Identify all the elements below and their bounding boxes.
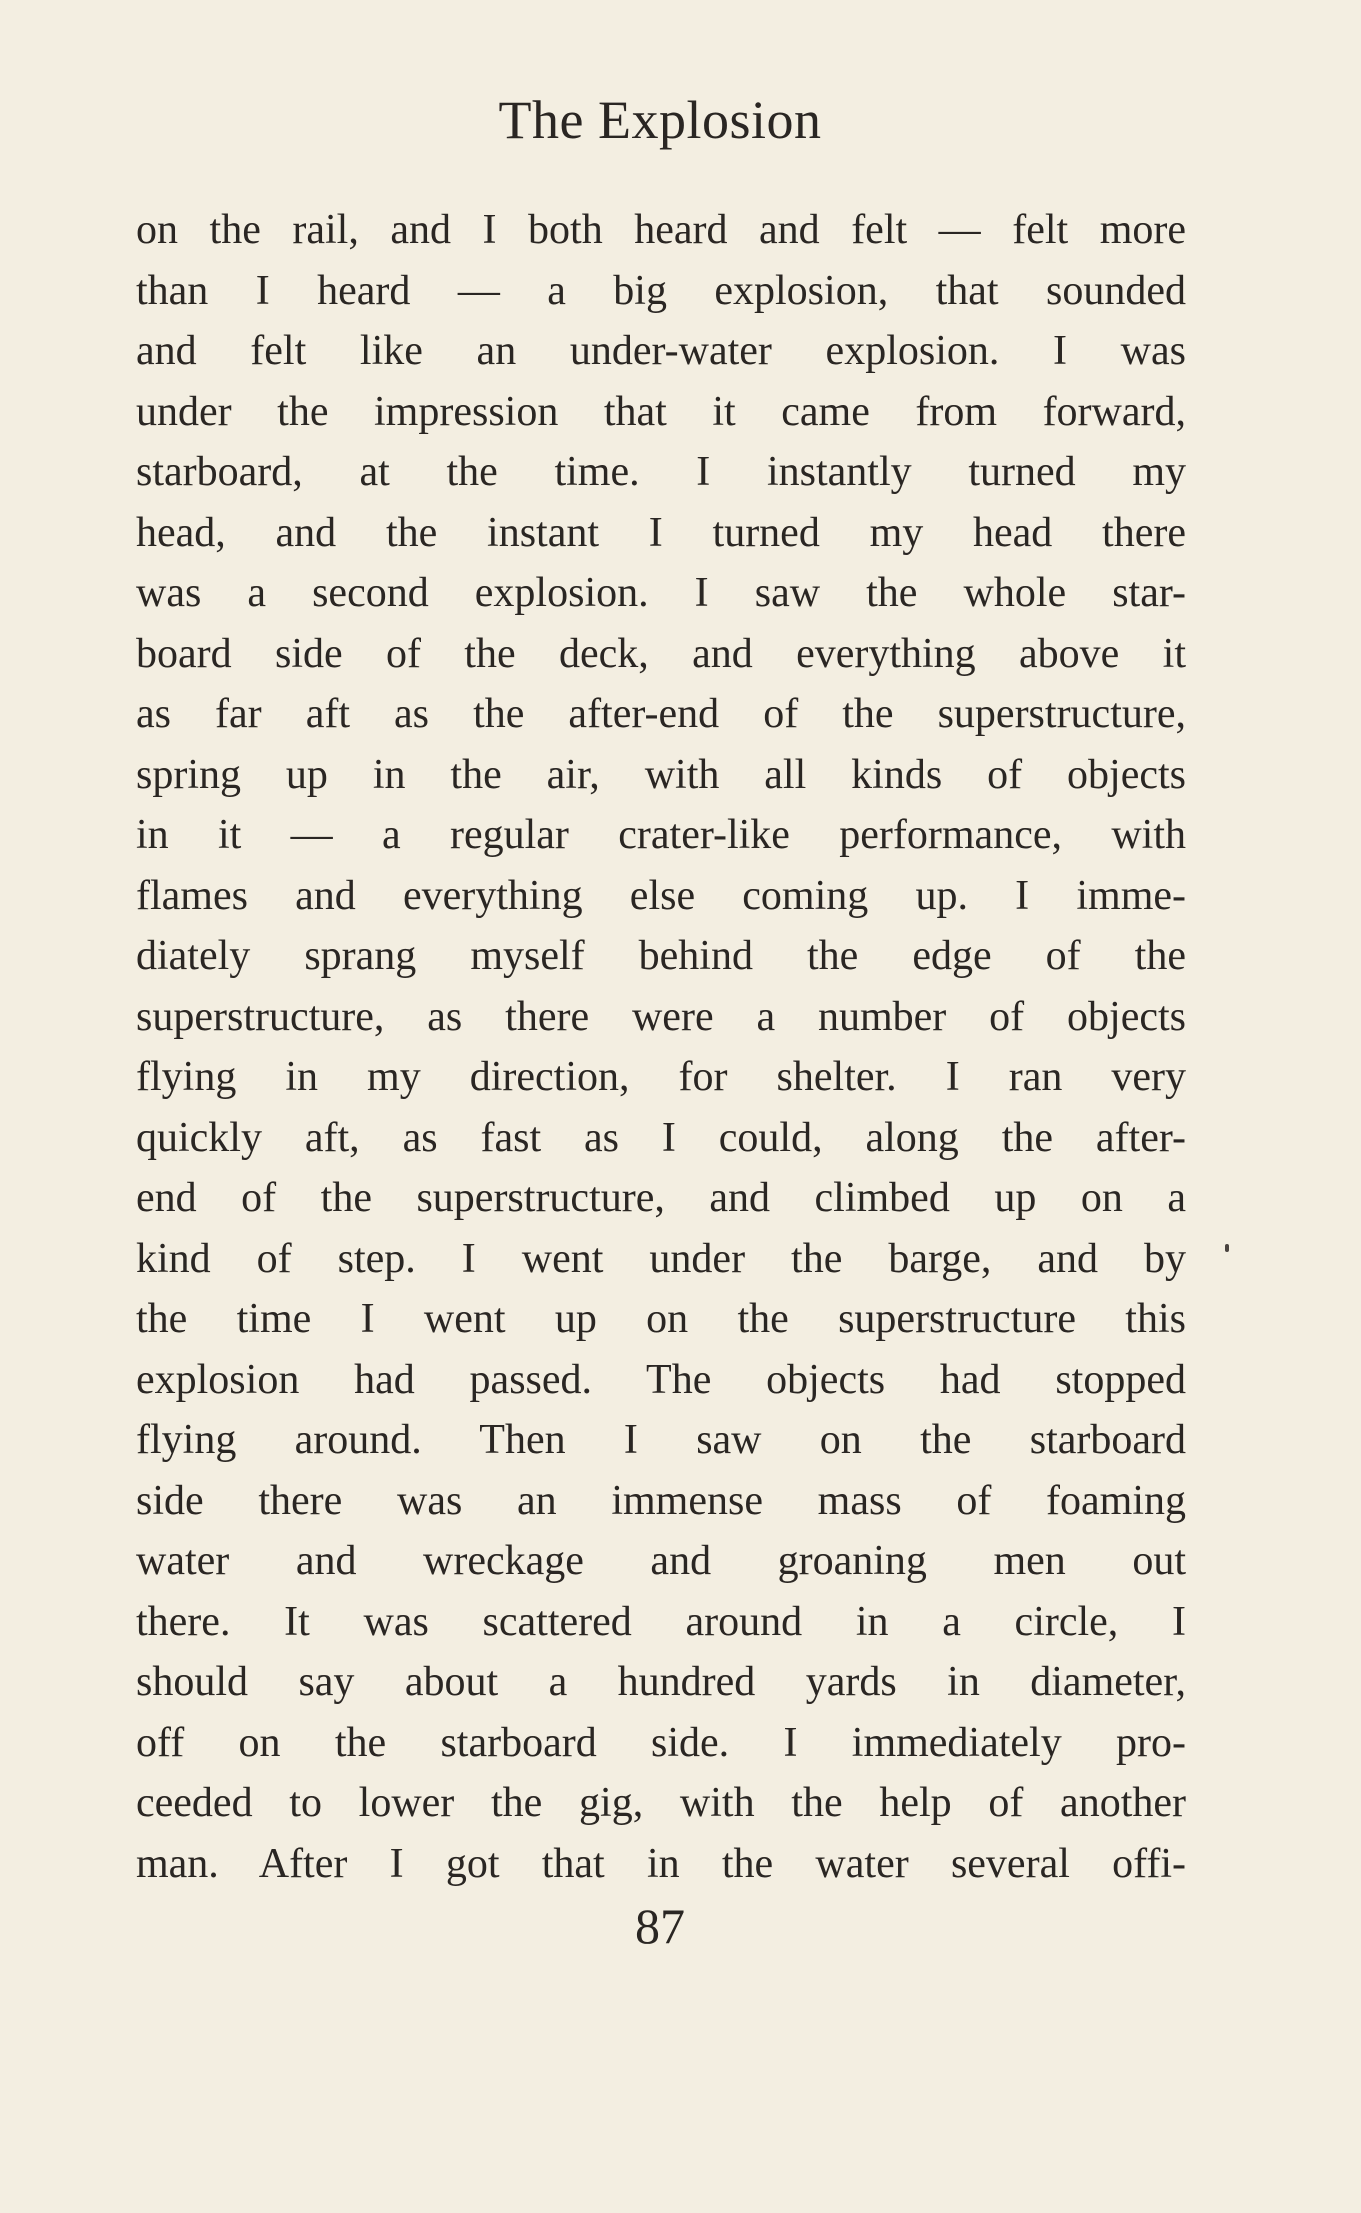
text-line: there. It was scattered around in a circle, I	[136, 1598, 1186, 1645]
text-line: than I heard — a big explosion, that sounded	[136, 267, 1186, 314]
text-line: spring up in the air, with all kinds of objects	[136, 751, 1186, 798]
text-line: water and wreckage and groaning men out	[136, 1538, 1186, 1584]
body-text	[136, 200, 1186, 1894]
text-line: board side of the deck, and everything above it	[136, 630, 1186, 677]
text-line: superstructure, as there were a number of objects	[136, 993, 1186, 1040]
text-line: the time I went up on the superstructure this	[136, 1296, 1186, 1342]
text-line: flying around. Then I saw on the starboard	[136, 1417, 1186, 1463]
text-line: ceeded to lower the gig, with the help of another	[136, 1780, 1186, 1826]
running-head: The Explosion	[498, 90, 822, 150]
page-number: 87	[635, 1898, 685, 1954]
text-line: diately sprang myself behind the edge of the	[136, 933, 1186, 979]
text-line: quickly aft, as fast as I could, along the after-	[136, 1114, 1186, 1161]
text-line: side there was an immense mass of foaming	[136, 1477, 1186, 1524]
text-line: under the impression that it came from forward,	[136, 388, 1186, 435]
text-line: off on the starboard side. I immediately pro-	[136, 1719, 1186, 1766]
text-line: flying in my direction, for shelter. I ran very	[136, 1054, 1186, 1100]
text-line: should say about a hundred yards in diameter,	[136, 1659, 1186, 1705]
text-line: starboard, at the time. I instantly turned my	[136, 449, 1186, 495]
text-line: as far aft as the after-end of the superstructure,	[136, 691, 1186, 737]
text-line: was a second explosion. I saw the whole star-	[136, 570, 1186, 616]
text-line: and felt like an under-water explosion. I was	[136, 328, 1186, 374]
text-line: flames and everything else coming up. I imme-	[136, 872, 1186, 919]
text-line: on the rail, and I both heard and felt — felt more	[136, 207, 1186, 253]
ink-speck	[1225, 1244, 1229, 1252]
text-line: kind of step. I went under the barge, and by	[136, 1235, 1186, 1282]
text-line: man. After I got that in the water several offi-	[136, 1840, 1186, 1887]
text-line: end of the superstructure, and climbed up on a	[136, 1175, 1186, 1221]
text-line: explosion had passed. The objects had stopped	[136, 1356, 1186, 1403]
text-line: in it — a regular crater-like performance, with	[136, 812, 1186, 858]
text-line: head, and the instant I turned my head there	[136, 509, 1186, 556]
